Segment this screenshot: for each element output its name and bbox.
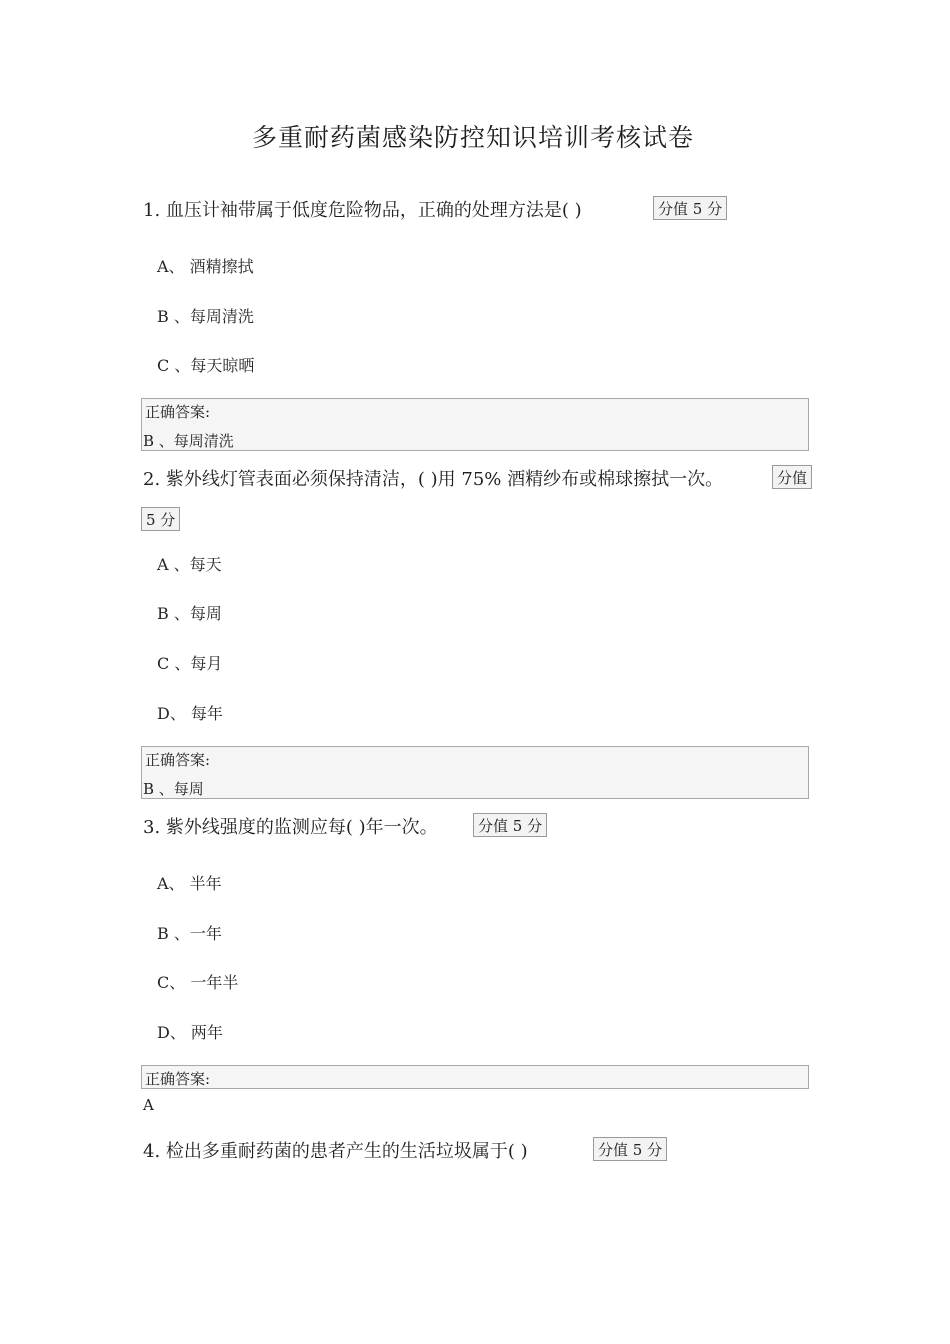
question-3-answer-label: 正确答案:: [145, 1070, 211, 1088]
question-1-option-a: A、 酒精擦拭: [157, 257, 254, 276]
question-1-answer-label: 正确答案:: [145, 403, 211, 421]
question-3-answer-box: [141, 1065, 809, 1089]
question-4-score-badge: 分值 5 分: [593, 1137, 667, 1161]
question-2-score-badge-line2: 5 分: [141, 507, 180, 531]
question-3-answer-value: A: [143, 1096, 154, 1114]
question-2-score-badge-line1: 分值: [772, 465, 812, 489]
question-3-option-c: C、 一年半: [157, 973, 239, 992]
question-2-text: 2. 紫外线灯管表面必须保持清洁，( )用 75% 酒精纱布或棉球擦拭一次。: [143, 469, 724, 490]
question-2-option-a: A 、每天: [157, 555, 222, 574]
question-2-option-b: B 、每周: [157, 604, 222, 623]
question-1-text: 1. 血压计袖带属于低度危险物品，正确的处理方法是( ): [143, 200, 582, 221]
question-1-answer-box: [141, 398, 809, 451]
question-1-score-badge: 分值 5 分: [653, 196, 727, 220]
question-2-answer-box: [141, 746, 809, 799]
question-3-score-badge: 分值 5 分: [473, 813, 547, 837]
question-2-option-d: D、 每年: [157, 704, 223, 723]
question-3-text: 3. 紫外线强度的监测应每( )年一次。: [143, 817, 438, 838]
question-1-option-b: B 、每周清洗: [157, 307, 254, 326]
question-3-option-d: D、 两年: [157, 1023, 223, 1042]
question-1-option-c: C 、每天晾晒: [157, 356, 255, 375]
question-1-answer-value: B 、每周清洗: [143, 432, 234, 450]
question-3-option-a: A、 半年: [157, 874, 222, 893]
question-2-option-c: C 、每月: [157, 654, 223, 673]
question-3-option-b: B 、一年: [157, 924, 222, 943]
question-2-answer-label: 正确答案:: [145, 751, 211, 769]
question-4-text: 4. 检出多重耐药菌的患者产生的生活垃圾属于( ): [143, 1141, 528, 1162]
page-title: 多重耐药菌感染防控知识培训考核试卷: [252, 123, 695, 152]
question-2-answer-value: B 、每周: [143, 780, 204, 798]
